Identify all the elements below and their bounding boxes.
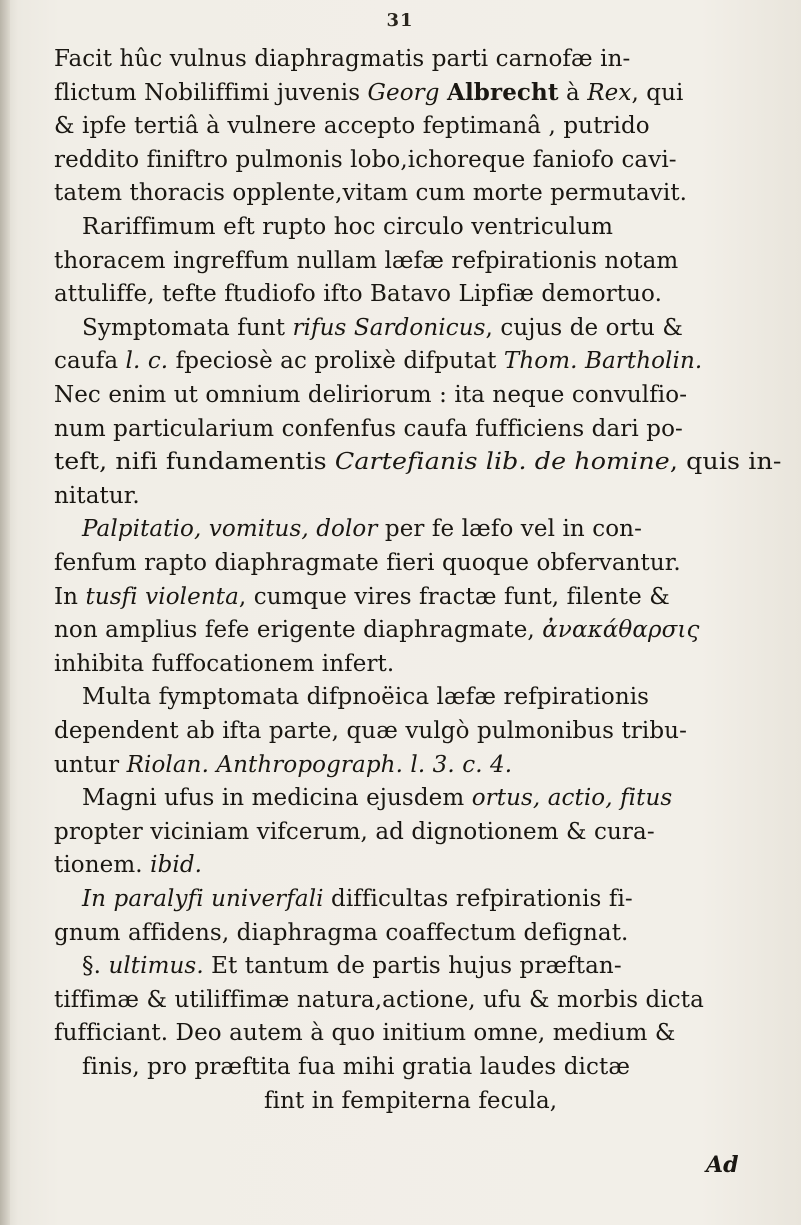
text-run: non amplius fefe erigente diaphragmate, (54, 617, 543, 644)
text-run: finis, pro præftita fua mihi gratia laudes dictæ (82, 1054, 631, 1080)
text-line (82, 313, 683, 343)
text-line (54, 985, 704, 1015)
text-run: Symptomata funt (82, 314, 293, 341)
text-line (82, 884, 633, 914)
text-run: untur (54, 751, 127, 778)
text-run: attuliffe, tefte ftudiofo ifto Batavo Lipfiæ demortuo. (54, 281, 663, 308)
text-line (54, 918, 628, 948)
text-run: tatem thoracis opplente,vitam cum morte permutavit. (54, 180, 688, 207)
text-run: difficultas refpirationis fi- (323, 886, 633, 912)
text-run: Facit hûc vulnus diaphragmatis parti carnofæ in- (54, 46, 631, 72)
text-run: , quis in- (669, 449, 782, 476)
page-number: 31 (386, 10, 414, 31)
text-line (82, 783, 672, 813)
text-run: Albrecht (447, 78, 559, 106)
text-run: fufficiant. Deo autem à quo initium omne, medium & (54, 1020, 676, 1047)
text-line (54, 246, 678, 276)
text-run: In paralyfi univerfali (82, 886, 324, 912)
text-line (54, 716, 687, 746)
text-run: gnum affidens, diaphragma coaffectum defignat. (54, 919, 629, 946)
text-line (264, 1086, 557, 1116)
text-line (82, 951, 622, 981)
text-line (54, 1018, 675, 1048)
catchword: Ad (706, 1152, 739, 1178)
text-run: nitatur. (54, 482, 140, 509)
text-line (54, 447, 782, 477)
text-line (54, 346, 702, 376)
text-run: flictum Nobiliffimi juvenis (54, 79, 368, 106)
text-line (54, 817, 655, 847)
text-run: l. c. (125, 348, 169, 375)
text-run: Rariffimum eft rupto hoc circulo ventriculum (82, 214, 614, 240)
text-run: Multa fymptomata difpnoëica læfæ refpirationis (82, 684, 650, 711)
text-line (82, 1052, 630, 1082)
text-run: , qui (631, 79, 684, 106)
text-run: tionem. (54, 852, 151, 879)
text-run: §. (82, 953, 109, 980)
text-line (54, 548, 681, 578)
text-line (54, 44, 630, 74)
text-run: num particularium confenfus caufa fufficiens dari po- (54, 415, 683, 442)
text-line (82, 212, 613, 242)
text-run: teft, nifi fundamentis (54, 449, 335, 476)
text-line (54, 582, 670, 612)
text-run: tusfi violenta (85, 583, 239, 610)
text-run: , cujus de ortu & (485, 314, 683, 341)
text-run: fenfum rapto diaphragmate fieri quoque obfervantur. (54, 550, 681, 576)
text-line (54, 850, 202, 880)
text-run: propter viciniam vifcerum, ad dignotionem & cura- (54, 818, 655, 845)
text-run: Nec enim ut omnium deliriorum : ita neque convulfio- (54, 382, 688, 408)
text-run: In (54, 583, 86, 610)
text-run: thoracem ingreffum nullam læfæ refpirationis notam (54, 247, 679, 274)
text-run: caufa (54, 348, 126, 375)
text-line (82, 682, 649, 712)
text-run: Rex (587, 79, 632, 106)
text-run: reddito finiftro pulmonis lobo,ichoreque faniofo cavi- (54, 146, 677, 173)
text-run: dependent ab ifta parte, quæ vulgò pulmonibus tribu- (54, 718, 687, 744)
text-line (54, 111, 650, 141)
text-run: Thom. Bartholin. (503, 348, 703, 375)
text-line (54, 145, 677, 175)
text-line (54, 414, 683, 444)
text-run: fint in fempiterna fecula, (264, 1087, 558, 1114)
text-line (54, 279, 662, 309)
text-run: , cumque vires fractæ funt, filente & (238, 583, 670, 610)
text-run: inhibita fuffocationem infert. (54, 650, 395, 677)
text-run: ultimus. (108, 953, 204, 980)
text-run: rifus Sardonicus (292, 314, 486, 341)
text-line (54, 649, 394, 679)
text-run: Magni ufus in medicina ejusdem (82, 785, 472, 812)
text-run: ibid. (150, 852, 203, 879)
text-run: per fe læfo vel in con- (377, 516, 642, 543)
text-run: ἀνακάθαρσις (542, 617, 700, 644)
text-line (54, 750, 512, 780)
text-run: à (558, 79, 588, 106)
text-line (54, 615, 700, 645)
text-run: fpeciosè ac prolixè difputat (168, 348, 504, 375)
text-run: Palpitatio, vomitus, dolor (82, 516, 378, 543)
text-line (54, 78, 683, 108)
binding-edge (0, 0, 10, 1225)
text-line (54, 481, 140, 511)
text-line (54, 178, 687, 208)
text-run: Cartefianis lib. de homine (334, 449, 670, 476)
text-line (82, 514, 642, 544)
text-line (54, 380, 687, 410)
text-run: Et tantum de partis hujus præftan- (203, 953, 622, 980)
text-run: Georg (367, 79, 448, 106)
text-run: Riolan. Anthropograph. l. 3. c. 4. (126, 751, 513, 778)
text-run: ortus, actio, fitus (471, 785, 673, 812)
text-run: & ipfe tertiâ à vulnere accepto feptimanâ , putrido (54, 113, 650, 140)
text-run: tiffimæ & utiliffimæ natura,actione, ufu & morbis dicta (54, 986, 704, 1013)
